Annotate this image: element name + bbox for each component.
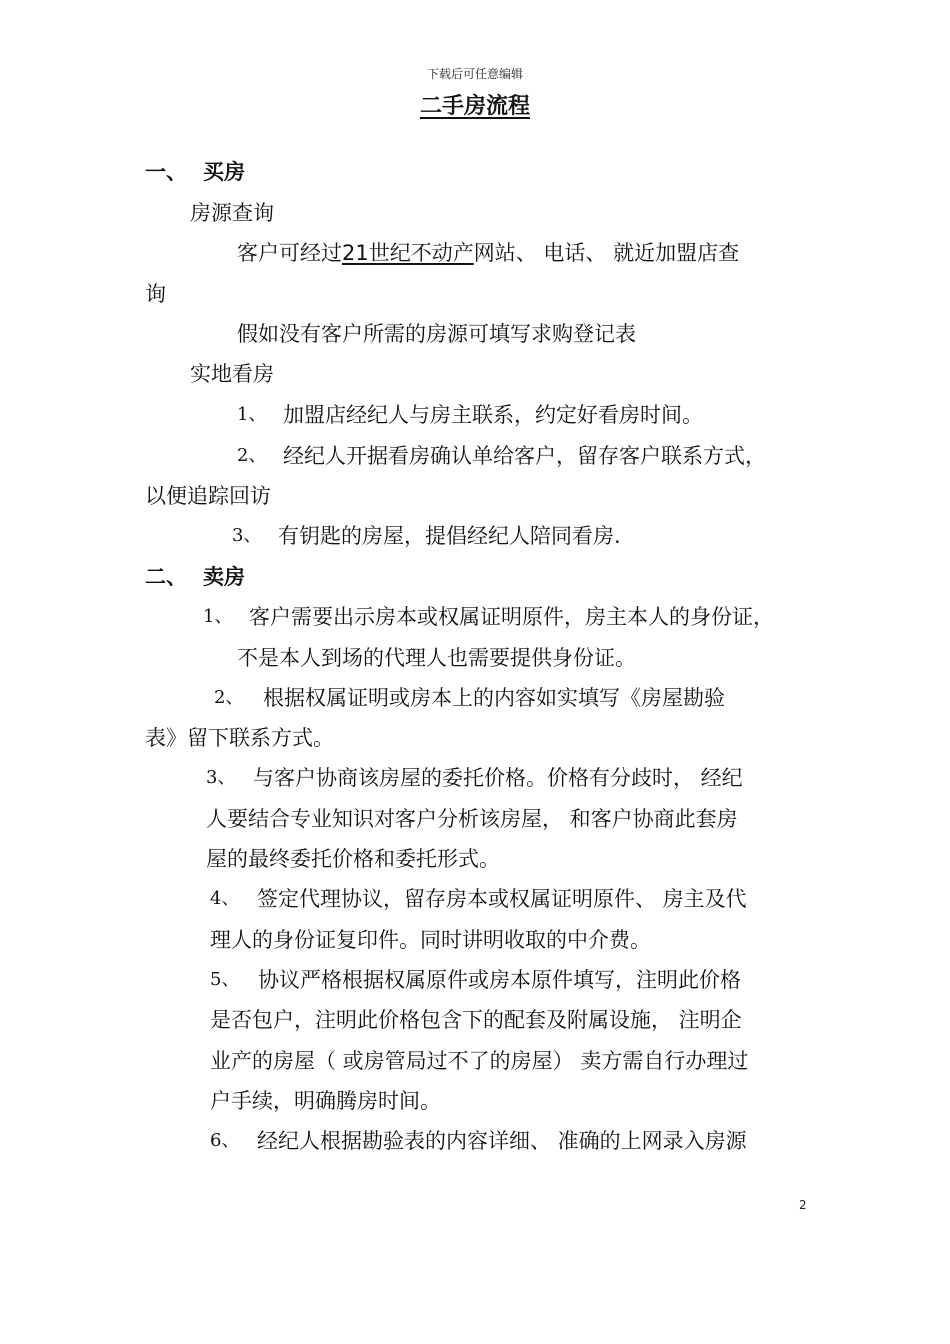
- list-item-number: 3、: [206, 767, 236, 788]
- list-item-text: 户手续，明确腾房时间。: [210, 1089, 441, 1113]
- list-item-text: 协议严格根据权属原件或房本原件填写，注明此价格: [258, 968, 741, 992]
- list-item-text: 与客户协商该房屋的委托价格。价格有分歧时， 经纪: [253, 766, 743, 790]
- list-item-continuation: 以便追踪回访: [145, 484, 271, 508]
- list-item-number: 2、: [237, 445, 267, 466]
- document-title-text: 二手房流程: [419, 94, 530, 119]
- list-item-text: 屋的最终委托价格和委托形式。: [206, 847, 500, 871]
- list-item-text: 不是本人到场的代理人也需要提供身份证。: [237, 646, 636, 670]
- list-item-number: 2、: [214, 687, 244, 708]
- list-item-text: 是否包户，注明此价格包含下的配套及附属设施， 注明企: [210, 1008, 742, 1032]
- subheading-listing-search: 房源查询: [190, 201, 274, 225]
- paragraph-text: 客户可经过: [237, 241, 342, 265]
- list-item-text: 签定代理协议，留存房本或权属证明原件、 房主及代: [257, 887, 747, 911]
- paragraph-continuation: 询: [145, 282, 166, 306]
- list-item-text: 业产的房屋（ 或房管局过不了的房屋） 卖方需自行办理过: [210, 1049, 749, 1073]
- section1-heading: 买房: [203, 160, 245, 184]
- list-item-text: 加盟店经纪人与房主联系，约定好看房时间。: [283, 403, 703, 427]
- subheading-site-visit: 实地看房: [190, 362, 274, 386]
- list-item-text: 客户需要出示房本或权属证明原件，房主本人的身份证，: [249, 605, 774, 629]
- list-item-number: 1、: [237, 404, 267, 425]
- list-item-text: 经纪人根据勘验表的内容详细、 准确的上网录入房源: [257, 1129, 747, 1153]
- header-note: 下载后可任意编辑: [426, 67, 523, 81]
- page-number: 2: [799, 1198, 807, 1212]
- paragraph-registration: 假如没有客户所需的房源可填写求购登记表: [237, 322, 636, 346]
- list-item-text: 有钥匙的房屋，提倡经纪人陪同看房.: [278, 524, 621, 548]
- list-item-number: 3、: [232, 525, 262, 546]
- list-item-text: 表》留下联系方式。: [145, 726, 334, 750]
- list-item-number: 6、: [210, 1130, 240, 1151]
- list-item-text: 经纪人开据看房确认单给客户，留存客户联系方式，: [283, 444, 766, 468]
- list-item-text: 人要结合专业知识对客户分析该房屋， 和客户协商此套房: [206, 807, 738, 831]
- company-link-text: 21世纪不动产: [342, 241, 474, 265]
- list-item-number: 4、: [210, 888, 240, 909]
- paragraph-listing-search: [237, 243, 739, 264]
- section2-heading: 卖房: [203, 565, 245, 589]
- section2-number: 二、: [145, 565, 187, 589]
- list-item-number: 1、: [203, 606, 233, 627]
- section1-number: 一、: [145, 160, 187, 184]
- document-title: [0, 96, 950, 118]
- list-item-text: 根据权属证明或房本上的内容如实填写《房屋勘验: [263, 686, 725, 710]
- list-item-number: 5、: [210, 969, 240, 990]
- paragraph-text: 网站、 电话、 就近加盟店查: [473, 241, 740, 265]
- list-item-text: 理人的身份证复印件。同时讲明收取的中介费。: [210, 928, 651, 952]
